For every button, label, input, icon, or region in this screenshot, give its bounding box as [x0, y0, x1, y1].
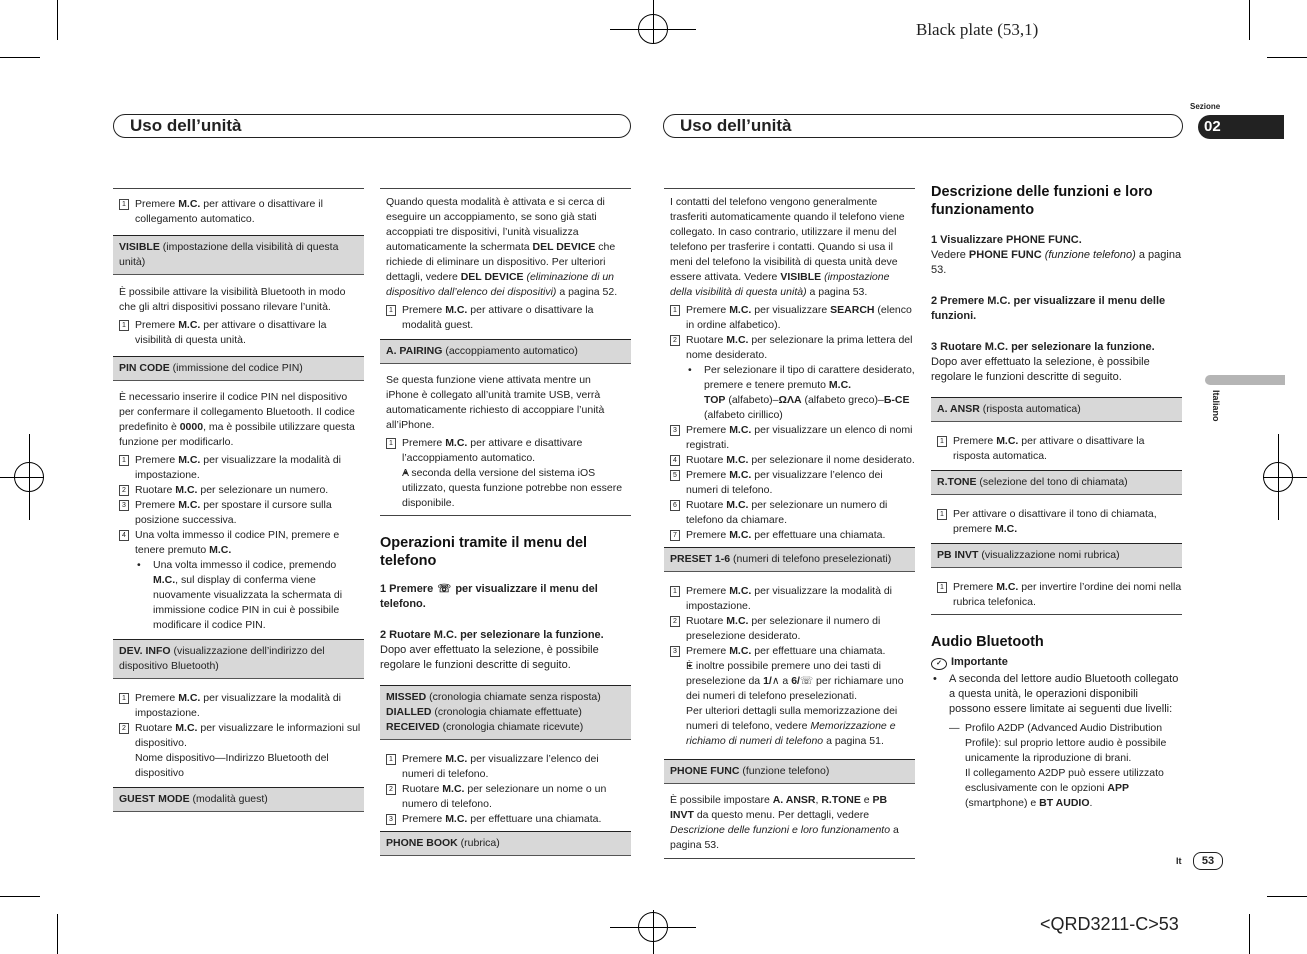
setting-band-pb-invt: PB INVT (visualizzazione nomi rubrica) [931, 543, 1182, 568]
list-item: 1 Per attivare o disattivare il tono di chiamata, premere M.C. [931, 507, 1182, 537]
footer-lang: It [1176, 856, 1182, 866]
list-item: 1 Premere M.C. per visualizzare la modalità di impostazione. [113, 691, 364, 721]
list-item: 4 Una volta immesso il codice PIN, premere e tenere premuto M.C. [113, 528, 364, 558]
list-item: 2 Ruotare M.C. per selezionare il numero di preselezione desiderato. [664, 614, 915, 644]
registration-line [29, 434, 30, 520]
list-item: 1 Premere M.C. per attivare o disattivare il collegamento automatico. [113, 197, 364, 227]
setting-band-dev-info: DEV. INFO (visualizzazione dell’indirizzo del dispositivo Bluetooth) [113, 639, 364, 679]
list-item: 7 Premere M.C. per effettuare una chiamata. [664, 528, 915, 543]
section-number-tab: 02 [1198, 115, 1284, 139]
list-item: 6 Ruotare M.C. per selezionare un numero di telefono da chiamare. [664, 498, 915, 528]
step-1: 1 Visualizzare PHONE FUNC. [931, 234, 1082, 246]
bullet-item: • A seconda del lettore audio Bluetooth collegato a questa unità, le operazioni disponibili possono essere limitate ai seguenti due livelli: [931, 672, 1182, 717]
phone-icon: ☏ [799, 675, 814, 687]
list-item: 5 Premere M.C. per visualizzare l’elenco dei numeri di telefono. [664, 468, 915, 498]
step-3: 3 Ruotare M.C. per selezionare la funzione. [931, 341, 1155, 353]
up-arrow-icon: ∧ [771, 675, 780, 687]
step-2: 2 Ruotare M.C. per selezionare la funzione. [380, 629, 604, 641]
registration-line [1263, 477, 1307, 478]
list-item: 2 Ruotare M.C. per visualizzare le informazioni sul dispositivo. Nome dispositivo—Indirizzo Bluetooth del dispositivo [113, 721, 364, 781]
list-item: 2 Ruotare M.C. per selezionare la prima lettera del nome desiderato. [664, 333, 915, 363]
registration-line [653, 0, 654, 44]
section-header-left: Uso dell’unità [113, 114, 631, 138]
language-tab: Italiano [1211, 390, 1221, 422]
bullet-item: • Una volta immesso il codice, premendo M.C., sul display di conferma viene nuovamente visualizzata la schermata di immissione codice PIN in cui è possibile modificare il codice PIN. [113, 558, 364, 633]
crop-mark [57, 0, 58, 40]
setting-band-phone-func: PHONE FUNC (funzione telefono) [664, 759, 915, 784]
section-heading: Descrizione delle funzioni e loro funzionamento [931, 184, 1153, 218]
paragraph: Dopo aver effettuato la selezione, è possibile regolare le funzioni descritte di seguito. [931, 356, 1150, 383]
bullet-item: • Per selezionare il tipo di carattere desiderato, premere e tenere premuto M.C. TOP (alfabeto)–ΩΛΑ (alfabeto greco)–Б-CE (alfabeto cirillico) [664, 363, 915, 423]
list-item: 1 Premere M.C. per attivare o disattivare la modalità guest. [380, 303, 631, 333]
paragraph: I contatti del telefono vengono generalmente trasferiti automaticamente quando il telefono viene collegato. In caso contrario, utilizzare il menu del telefono per trasferire i contatti. Quando si usa il meni del telefono la visibilità di questa unità deve essere attivata. Vedere VISIBLE (impostazione della visibilità di questa unità) a pagina 53. [670, 196, 905, 298]
setting-band-pin-code: PIN CODE (immissione del codice PIN) [113, 356, 364, 381]
section-heading: Audio Bluetooth [931, 634, 1044, 650]
registration-line [0, 477, 44, 478]
setting-band-r-tone: R.TONE (selezione del tono di chiamata) [931, 470, 1182, 495]
language-tab-bar [1205, 375, 1285, 385]
list-item: 1 Premere M.C. per attivare e disattivare l’accoppiamento automatico. [380, 436, 631, 466]
crop-mark [0, 896, 40, 897]
list-item: 1 Premere M.C. per visualizzare la modalità di impostazione. [664, 584, 915, 614]
setting-band-phone-book: PHONE BOOK (rubrica) [380, 831, 631, 856]
important-icon: ✓ [931, 658, 947, 670]
crop-mark [1249, 0, 1250, 40]
registration-line [653, 910, 654, 954]
setting-band-preset: PRESET 1-6 (numeri di telefono preselezionati) [664, 547, 915, 572]
setting-band-a-pairing: A. PAIRING (accoppiamento automatico) [380, 339, 631, 364]
paragraph: Quando questa modalità è attivata e si cerca di eseguire un accoppiamento, se sono già stati accoppiati tre dispositivi, l’unità visualizza automaticamente la schermata DEL DEVICE che richiede di eliminare un dispositivo. Per ulteriori dettagli, vedere DEL DEVICE (eliminazione di un dispositivo dall’elenco dei dispositivi) a pagina 52. [386, 196, 618, 298]
bullet-item: • È inoltre possibile premere uno dei tasti di preselezione da 1/∧ a 6/☏ per richiamare uno dei numeri di telefono preselezionati. Per ulteriori dettagli sulla memorizzazione dei numeri di telefono, vedere Memorizzazione e richiamo di numeri di telefono a pagina 51. [664, 659, 915, 749]
paragraph: È possibile attivare la visibilità Bluetooth in modo che gli altri dispositivi possano rilevare l’unità. [119, 286, 346, 313]
paragraph: Dopo aver effettuato la selezione, è possibile regolare le funzioni descritte di seguito. [380, 644, 599, 671]
setting-band-guest-mode: GUEST MODE (modalità guest) [113, 787, 364, 812]
crop-mark [1249, 914, 1250, 954]
crop-mark [0, 57, 40, 58]
doc-code: <QRD3211-C>53 [1040, 914, 1179, 934]
step-2: 2 Premere M.C. per visualizzare il menu delle funzioni. [931, 295, 1166, 322]
column-2 [380, 188, 631, 862]
section-heading: Operazioni tramite il menu del telefono [380, 535, 588, 569]
paragraph: Se questa funzione viene attivata mentre un iPhone è collegato all’unità tramite USB, verrà automaticamente richiesto di accoppiare l’unità all’iPhone. [386, 374, 605, 431]
list-item: 1 Premere M.C. per visualizzare l’elenco dei numeri di telefono. [380, 752, 631, 782]
dash-item: — Profilo A2DP (Advanced Audio Distribution Profile): sul proprio lettore audio è possibile unicamente la riproduzione di brani. Il collegamento A2DP può essere utilizzato esclusivamente con le opzioni APP (smartphone) e BT AUDIO. [949, 722, 1167, 809]
crop-mark [57, 914, 58, 954]
list-item: 3 Premere M.C. per visualizzare un elenco di nomi registrati. [664, 423, 915, 453]
paragraph: È necessario inserire il codice PIN nel dispositivo per confermare il collegamento Bluetooth. Il codice predefinito è 0000, ma è possibile utilizzare questa funzione per modificarlo. [119, 391, 355, 448]
column-1 [113, 188, 364, 818]
crop-mark [1267, 57, 1307, 58]
paragraph: È possibile impostare A. ANSR, R.TONE e PB INVT da questo menu. Per dettagli, vedere Descrizione delle funzioni e loro funzionamento a pagina 53. [670, 794, 899, 851]
list-item: 1 Premere M.C. per visualizzare SEARCH (elenco in ordine alfabetico). [664, 303, 915, 333]
step-1: 1 Premere ☏ per visualizzare il menu del telefono. [380, 583, 598, 610]
section-label: Sezione [1190, 102, 1221, 111]
list-item: 1 Premere M.C. per invertire l’ordine dei nomi nella rubrica telefonica. [931, 580, 1182, 610]
column-3 [664, 188, 915, 859]
list-item: 3 Premere M.C. per effettuare una chiamata. [664, 644, 915, 659]
list-item: 1 Premere M.C. per visualizzare la modalità di impostazione. [113, 453, 364, 483]
important-note: ✓ Importante [931, 655, 1182, 670]
list-item: 4 Ruotare M.C. per selezionare il nome desiderato. [664, 453, 915, 468]
list-item: 3 Premere M.C. per spostare il cursore sulla posizione successiva. [113, 498, 364, 528]
paragraph: Vedere PHONE FUNC (funzione telefono) a pagina 53. [931, 249, 1182, 276]
list-item: 1 Premere M.C. per attivare o disattivare la visibilità di questa unità. [113, 318, 364, 348]
plate-label: Black plate (53,1) [916, 20, 1039, 39]
section-header-right: Uso dell’unità [663, 114, 1183, 138]
column-4 [931, 168, 1182, 811]
bullet-item: • A seconda della versione del sistema iOS utilizzato, questa funzione potrebbe non essere disponibile. [380, 466, 631, 511]
list-item: 1 Premere M.C. per attivare o disattivare la risposta automatica. [931, 434, 1182, 464]
list-item: 2 Ruotare M.C. per selezionare un nome o un numero di telefono. [380, 782, 631, 812]
setting-band-visible: VISIBLE (impostazione della visibilità di questa unità) [113, 235, 364, 275]
list-item: 3 Premere M.C. per effettuare una chiamata. [380, 812, 631, 827]
phone-icon: ☏ [437, 583, 452, 595]
registration-line [1278, 434, 1279, 520]
page-number: 53 [1193, 852, 1223, 870]
setting-band-a-ansr: A. ANSR (risposta automatica) [931, 397, 1182, 422]
crop-mark [1267, 896, 1307, 897]
setting-band-call-history: MISSED (cronologia chiamate senza risposta) DIALLED (cronologia chiamate effettuate) RECEIVED (cronologia chiamate ricevute) [380, 685, 631, 740]
list-item: 2 Ruotare M.C. per selezionare un numero. [113, 483, 364, 498]
